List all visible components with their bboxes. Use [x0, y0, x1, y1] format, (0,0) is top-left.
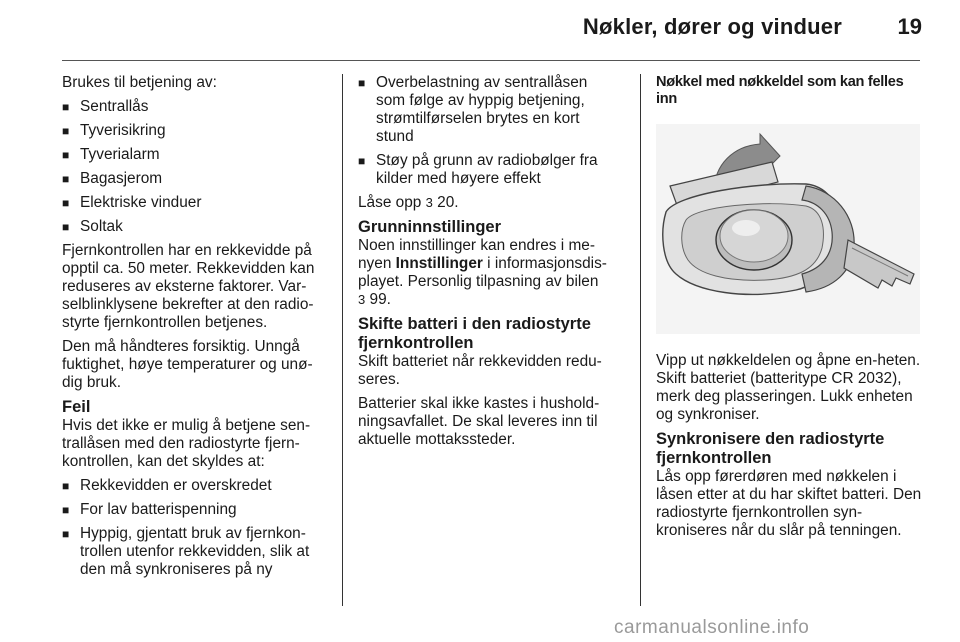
key-paragraph: Vipp ut nøkkeldelen og åpne en-heten. Skift batteriet (batteritype CR 2032), merk deg plasseringen. Lukk enheten og synkroniser. [656, 352, 921, 423]
column-right [656, 74, 924, 546]
page-ref-link[interactable]: 20. [437, 194, 459, 211]
key-heading: Nøkkel med nøkkeldel som kan felles inn [656, 74, 904, 107]
column-divider [640, 74, 641, 606]
list-item: ■ Støy på grunn av radiobølger fra kilder med høyere effekt [358, 152, 620, 188]
page-ref-icon: 3 [358, 292, 366, 307]
sync-heading: Synkronisere den radiostyrte fjernkontrollen [656, 430, 885, 467]
sync-paragraph: Lås opp førerdøren med nøkkelen i låsen etter at du har skiftet batteri. Den radiostyrte fjernkontrollen syn-kroniseres når du slår på tenningen. [656, 468, 922, 539]
function-list [62, 98, 330, 236]
intro-text: Brukes til betjening av: [62, 74, 217, 91]
key-battery-illustration [656, 124, 920, 334]
fault-list-continued [358, 74, 620, 188]
list-item: ■ Tyverialarm [62, 146, 330, 164]
fault-heading: Feil [62, 398, 91, 416]
page-title: Nøkler, dører og vinduer [582, 14, 842, 39]
list-item: ■ Soltak [62, 218, 330, 236]
fault-paragraph: Hvis det ikke er mulig å betjene sen-trallåsen med den radiostyrte fjern-kontrollen, kan det skyldes at: [62, 417, 311, 470]
list-item: ■ Sentrallås [62, 98, 330, 116]
list-item: ■ Hyppig, gjentatt bruk av fjernkon-trollen utenfor rekkevidden, slik at den må synkroniseres på ny [62, 525, 330, 579]
care-paragraph: Den må håndteres forsiktig. Unngå fuktighet, høye temperaturer og unø-dig bruk. [62, 338, 313, 391]
list-item: ■ Elektriske vinduer [62, 194, 330, 212]
settings-menu-name: Innstillinger [395, 255, 483, 272]
range-paragraph: Fjernkontrollen har en rekkevidde på opptil ca. 50 meter. Rekkevidden kan reduseres av eksterne faktorer. Var-selblinklysene bekrefter at den radio-styrte fjernkontrollen betjenes. [62, 242, 315, 331]
list-item: ■ Tyverisikring [62, 122, 330, 140]
basic-settings-paragraph: Noen innstillinger kan endres i me-nyen Innstillinger i informasjonsdis-playet. Personlig tilpasning av bilen 3 99. [358, 237, 607, 308]
page-number: 19 [897, 14, 922, 39]
unlock-reference: Låse opp 3 20. [358, 194, 459, 211]
column-left [62, 74, 330, 585]
list-item: ■ Bagasjerom [62, 170, 330, 188]
column-middle [358, 74, 620, 455]
fault-list [62, 477, 330, 579]
list-item: ■ For lav batterispenning [62, 501, 330, 519]
page-ref-link[interactable]: 99. [369, 291, 391, 308]
battery-heading: Skifte batteri i den radiostyrte fjernkontrollen [358, 315, 591, 352]
battery-paragraph: Skift batteriet når rekkevidden redu-seres. [358, 353, 602, 388]
list-item: ■ Overbelastning av sentrallåsen som følge av hyppig betjening, strømtilførselen brytes en kort stund [358, 74, 620, 146]
list-item: ■ Rekkevidden er overskredet [62, 477, 330, 495]
page-header [0, 0, 960, 64]
watermark: carmanualsonline.info [614, 617, 810, 638]
key-illustration-svg [656, 124, 920, 334]
header-rule [62, 60, 920, 61]
page-ref-icon: 3 [425, 195, 433, 210]
column-divider [342, 74, 343, 606]
basic-settings-heading: Grunninnstillinger [358, 218, 501, 236]
disposal-paragraph: Batterier skal ikke kastes i hushold-ningsavfallet. De skal leveres inn til aktuelle mottakssteder. [358, 395, 600, 448]
